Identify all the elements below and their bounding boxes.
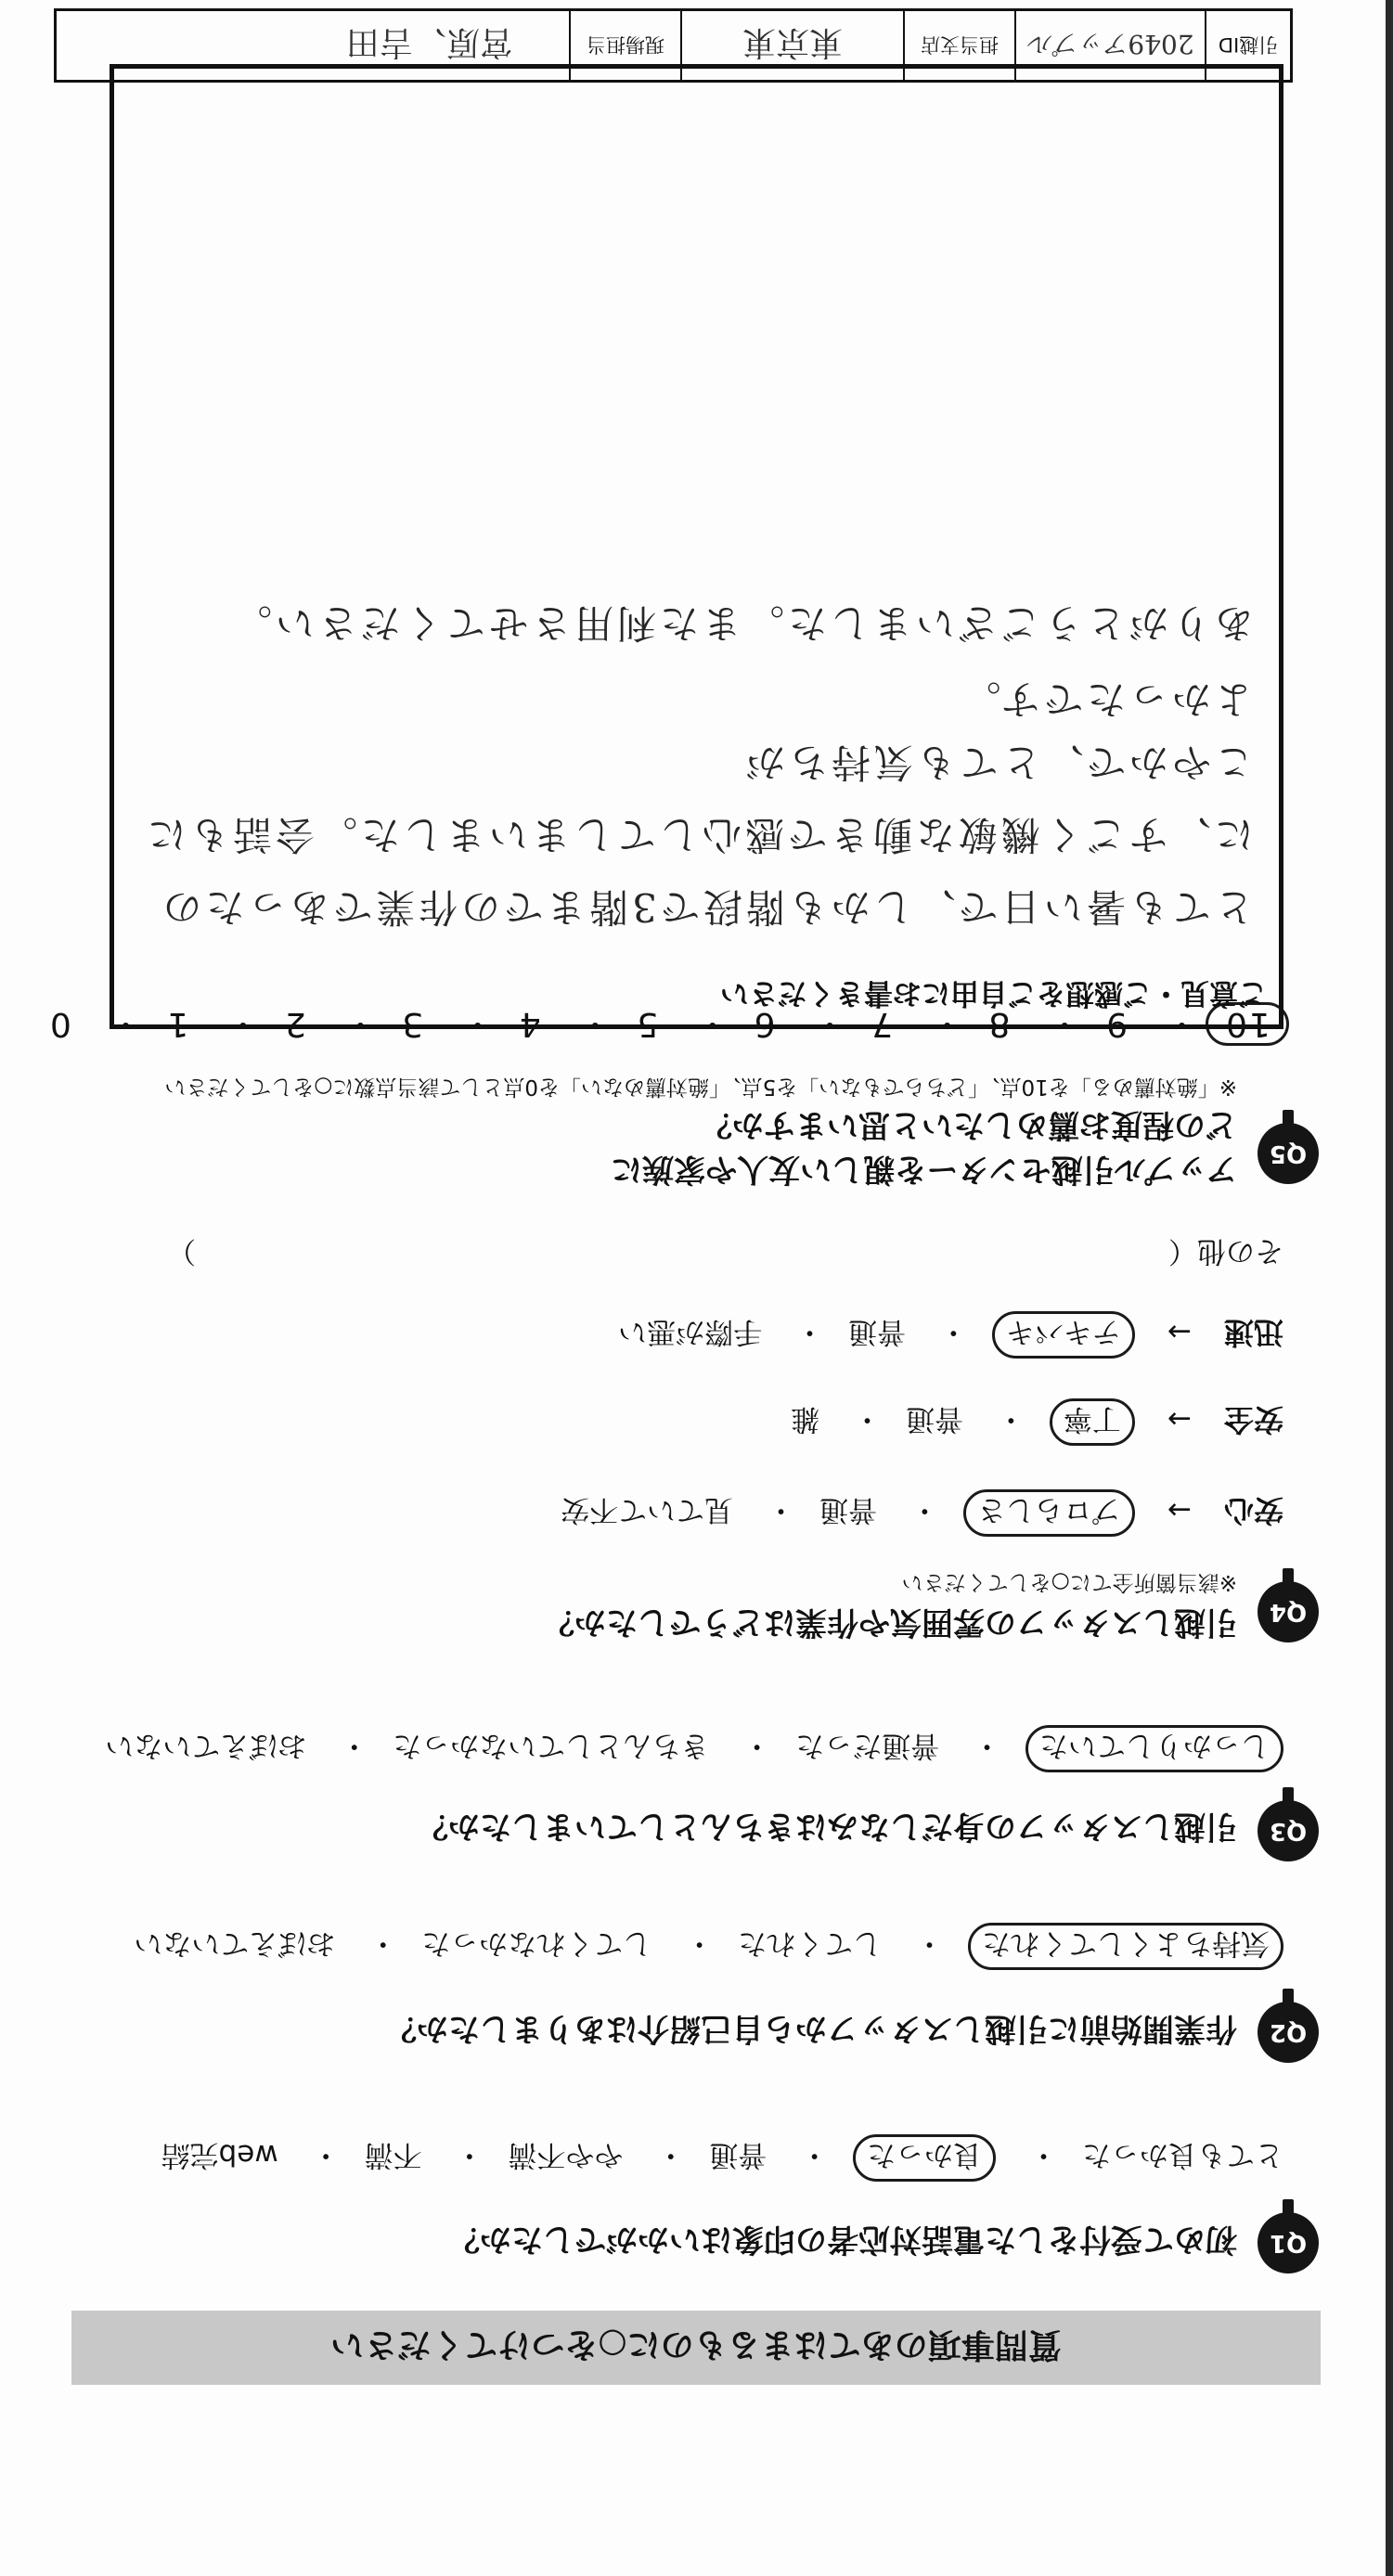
instruction-text: 質問事項のあてはまるものに○をつけてください [330,2325,1062,2364]
q1-option-dissatisfied[interactable]: 不満 [364,2138,422,2171]
q3-badge [1258,1800,1319,1861]
q3-option-not-neat[interactable]: きちんとしていなかった [393,1729,710,1762]
move-id-value: 2049アップル [1014,11,1205,80]
team-label: 現場担当 [569,11,680,80]
comments-handwriting-line1: とても暑い日で、しかも階段で3階までの作業であったのに、すごく機敏な動きで感心してしまいました。会話もにこやかで、とても気持ちが [143,740,1254,930]
q5-score-0[interactable]: 0 [48,1005,71,1043]
q5-score-2[interactable]: 2 [282,1005,306,1043]
scan-edge [1386,0,1393,2576]
comments-handwriting-line2: よかったです。 [958,676,1254,722]
q4-badge-label: Q4 [1269,1598,1308,1626]
q2-option-dont-remember[interactable]: おぼえていない [134,1926,336,1960]
q3-badge-label: Q3 [1269,1817,1308,1845]
q3-option-normal[interactable]: 普通だった [795,1729,940,1762]
q4-anzen-polite-selected[interactable]: 丁寧 [1050,1398,1135,1446]
q5-question-line2: どの程度お薦めしたいと思いますか？ [701,1106,1237,1143]
q4-row-label: 安全 [1223,1402,1283,1437]
comments-title: ご意見・ご感想をご自由にお書きください [720,976,1267,1010]
q5-score-5[interactable]: 5 [635,1005,659,1043]
q4-other-field[interactable] [1168,1233,1283,1275]
q5-score-7[interactable]: 7 [870,1005,894,1043]
q2-option-pleasant-selected[interactable]: 気持ちよくしてくれた [968,1923,1283,1970]
q4-anshin-uneasy[interactable]: 見ていて不安 [561,1493,734,1526]
q3-question: 引越しスタッフの身だしなみはきちんとしていましたか？ [417,1808,1237,1845]
q5-score-8[interactable]: 8 [987,1005,1011,1043]
comments-handwriting-line3: ありがとうございました。また利用させてください。 [228,600,1254,646]
q5-score-10-selected[interactable]: 10 [1206,1002,1289,1046]
q5-score-4[interactable]: 4 [517,1005,541,1043]
q1-question: 初めて受付をした電話対応者の印象はいかがでしたか？ [448,2221,1237,2258]
q5-score-3[interactable]: 3 [400,1005,424,1043]
q1-options: とても良かった・ 良かった・ 普通・ やや不満・ 不満・ web完結 [137,2134,1283,2182]
q4-anzen-normal[interactable]: 普通 [905,1402,963,1436]
q4-jinsoku-brisk-selected[interactable]: テキパキ [992,1311,1135,1359]
q4-badge [1258,1581,1319,1642]
q4-question: 引越しスタッフの雰囲気や作業はどうでしたか？ [543,1604,1237,1641]
q4-row-anzen: 安全 → 丁寧・ 普通・ 雑 [767,1398,1283,1446]
q1-option-somewhat-dissatisfied[interactable]: やや不満 [508,2138,624,2171]
q2-badge [1258,2002,1319,2063]
q5-question-line1: アップル引越センターを親しい友人や家族に [611,1151,1237,1188]
instruction-bar [71,2311,1321,2385]
q4-other-label: その他（ [1168,1234,1283,1268]
q5-score-6[interactable]: 6 [752,1005,776,1043]
meta-table [54,8,1293,83]
q4-jinsoku-normal[interactable]: 普通 [847,1315,906,1348]
q2-badge-label: Q2 [1269,2018,1308,2046]
branch-value: 東京東 [680,11,903,80]
q4-other-close: ） [167,1234,196,1268]
branch-label: 担当支店 [903,11,1014,80]
q3-option-dont-remember[interactable]: おぼえていない [105,1729,307,1762]
q5-score-9[interactable]: 9 [1104,1005,1128,1043]
q5-badge-label: Q5 [1269,1140,1308,1167]
q4-row-label: 安心 [1223,1493,1283,1528]
team-value: 宮原、吉田 [345,23,513,62]
q4-row-anshin: 安心 → プロらしさ・ 普通・ 見ていて不安 [536,1489,1283,1537]
q4-row-label: 迅速 [1223,1315,1283,1350]
q4-anshin-pro-selected[interactable]: プロらしさ [963,1489,1135,1537]
q1-badge [1258,2212,1319,2273]
q2-question: 作業開始前に引越しスタッフから自己紹介はありましたか？ [385,2010,1237,2047]
q4-note: ※該当箇所全てに○をしてください [901,1570,1237,1594]
move-id-label: 引越ID [1205,11,1290,80]
q1-option-very-good[interactable]: とても良かった [1082,2138,1283,2171]
q1-option-good-selected[interactable]: 良かった [853,2134,996,2182]
q1-option-web[interactable]: web完結 [161,2138,278,2171]
q2-option-did[interactable]: してくれた [738,1926,883,1960]
q2-option-did-not[interactable]: してくれなかった [421,1926,652,1960]
q1-badge-label: Q1 [1269,2229,1308,2257]
q5-note: ※「絶対薦める」を10点、「どちらでもない」を5点、「絶対薦めない」を0点として該当点数に○をしてください [164,1075,1237,1099]
q4-anshin-normal[interactable]: 普通 [819,1493,877,1526]
q4-jinsoku-clumsy[interactable]: 手際が悪い [618,1315,763,1348]
q5-score-1[interactable]: 1 [165,1005,189,1043]
q4-row-jinsoku: 迅速 → テキパキ・ 普通・ 手際が悪い [594,1311,1283,1359]
q3-options: しっかりしていた・ 普通だった・ きちんとしていなかった・ おぼえていない [81,1725,1283,1772]
q5-badge [1258,1123,1319,1184]
q4-anzen-rough[interactable]: 雑 [791,1402,820,1436]
q1-option-normal[interactable]: 普通 [709,2138,767,2171]
q5-scale: 10・ 9・ 8・ 7・ 6・ 5・ 4・ 3・ 2・ 1・ 0 [32,1002,1289,1050]
q3-option-neat-selected[interactable]: しっかりしていた [1025,1725,1283,1772]
q2-options: 気持ちよくしてくれた・ してくれた・ してくれなかった・ おぼえていない [110,1923,1283,1970]
